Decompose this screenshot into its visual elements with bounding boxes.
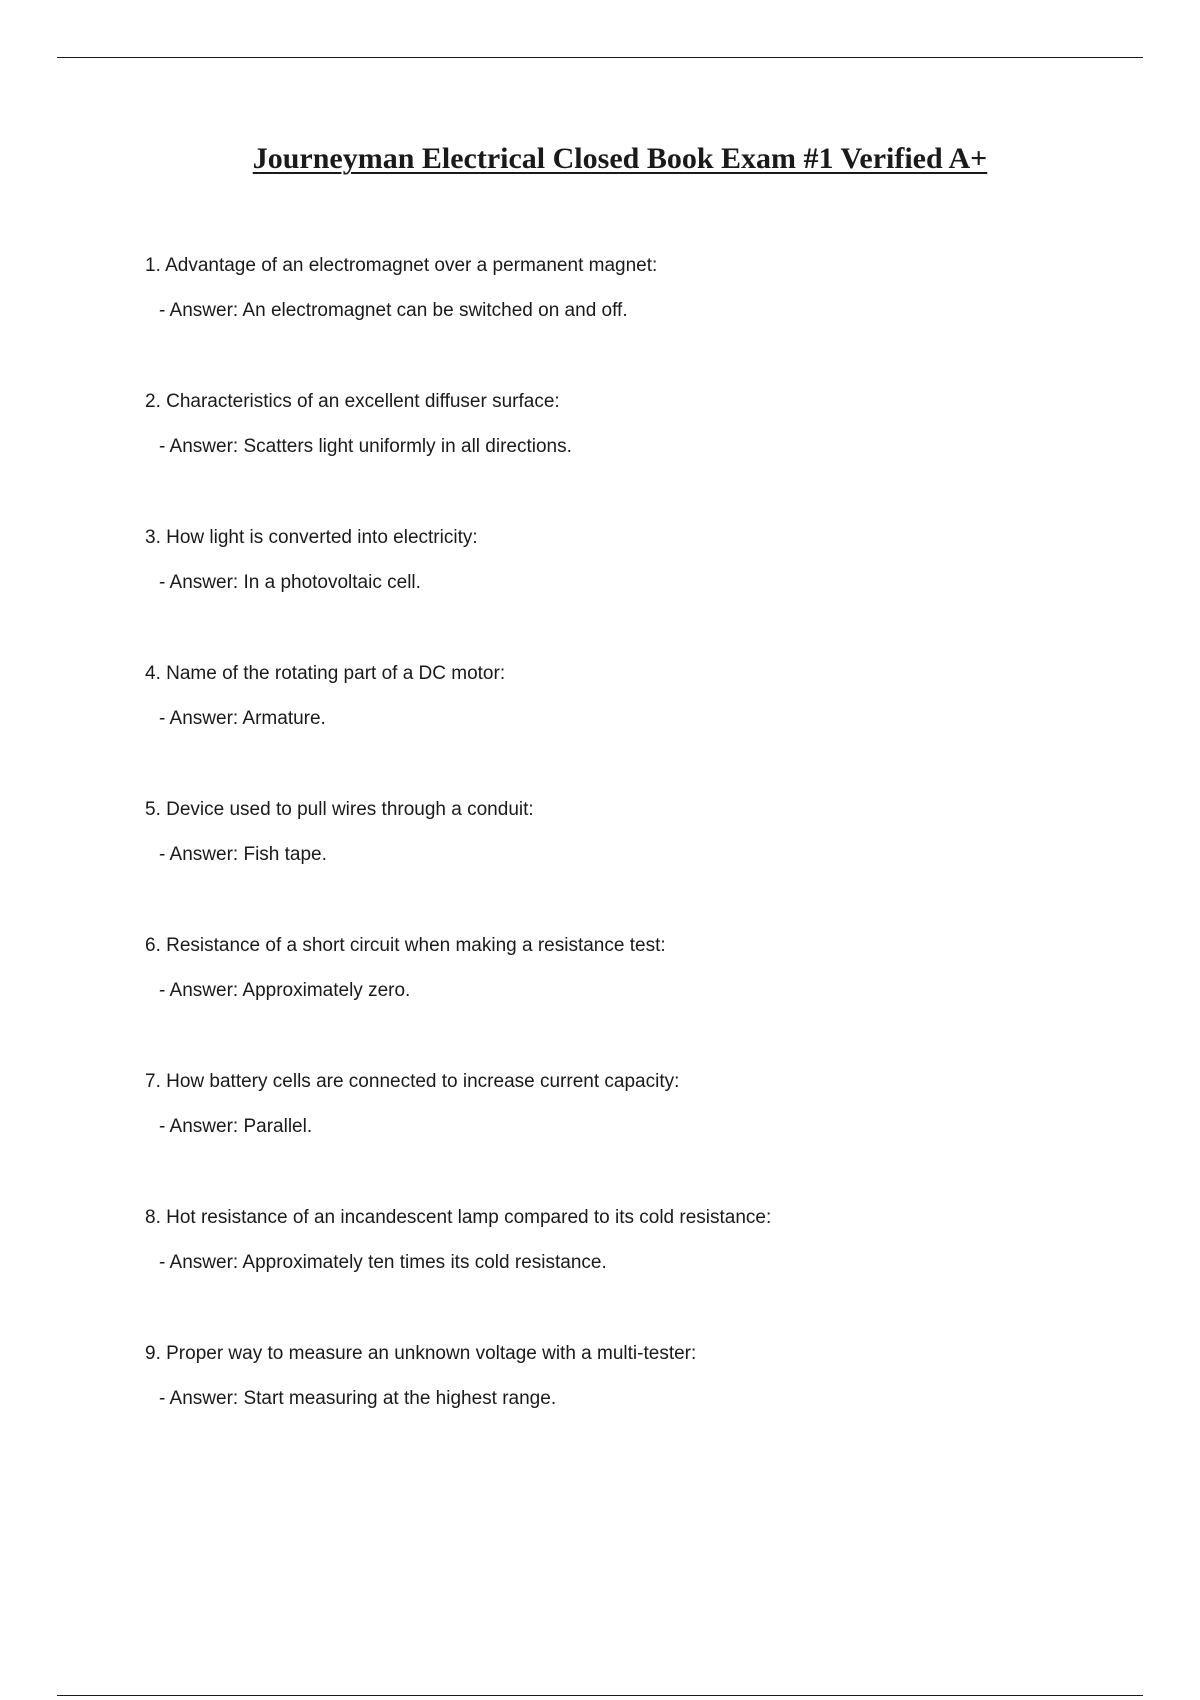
list-item xyxy=(145,932,1145,1068)
answer-text: - Answer: Approximately zero. xyxy=(159,980,411,1001)
answer-text: - Answer: Start measuring at the highest range. xyxy=(159,1388,557,1409)
list-item xyxy=(145,252,1145,388)
list-item xyxy=(145,660,1145,796)
list-item xyxy=(145,524,1145,660)
answer-text: - Answer: Armature. xyxy=(159,708,326,729)
question-list xyxy=(145,252,1145,1476)
list-item xyxy=(145,1204,1145,1340)
answer-text: - Answer: In a photovoltaic cell. xyxy=(159,572,421,593)
bottom-divider xyxy=(57,1695,1143,1696)
list-item xyxy=(145,1068,1145,1204)
answer-text: - Answer: An electromagnet can be switched on and off. xyxy=(159,300,628,321)
question-text: 8. Hot resistance of an incandescent lamp compared to its cold resistance: xyxy=(145,1207,772,1228)
list-item xyxy=(145,1340,1145,1476)
question-text: 4. Name of the rotating part of a DC motor: xyxy=(145,663,506,684)
list-item xyxy=(145,388,1145,524)
question-text: 2. Characteristics of an excellent diffuser surface: xyxy=(145,391,560,412)
question-text: 7. How battery cells are connected to increase current capacity: xyxy=(145,1071,680,1092)
question-text: 9. Proper way to measure an unknown voltage with a multi-tester: xyxy=(145,1343,697,1364)
answer-text: - Answer: Fish tape. xyxy=(159,844,327,865)
answer-text: - Answer: Scatters light uniformly in all directions. xyxy=(159,436,572,457)
question-text: 1. Advantage of an electromagnet over a permanent magnet: xyxy=(145,255,658,276)
list-item xyxy=(145,796,1145,932)
question-text: 6. Resistance of a short circuit when making a resistance test: xyxy=(145,935,666,956)
question-text: 5. Device used to pull wires through a conduit: xyxy=(145,799,534,820)
question-text: 3. How light is converted into electricity: xyxy=(145,527,478,548)
answer-text: - Answer: Approximately ten times its cold resistance. xyxy=(159,1252,607,1273)
top-divider xyxy=(57,57,1143,58)
page-title: Journeyman Electrical Closed Book Exam #1 Verified A+ xyxy=(252,142,988,175)
answer-text: - Answer: Parallel. xyxy=(159,1116,313,1137)
